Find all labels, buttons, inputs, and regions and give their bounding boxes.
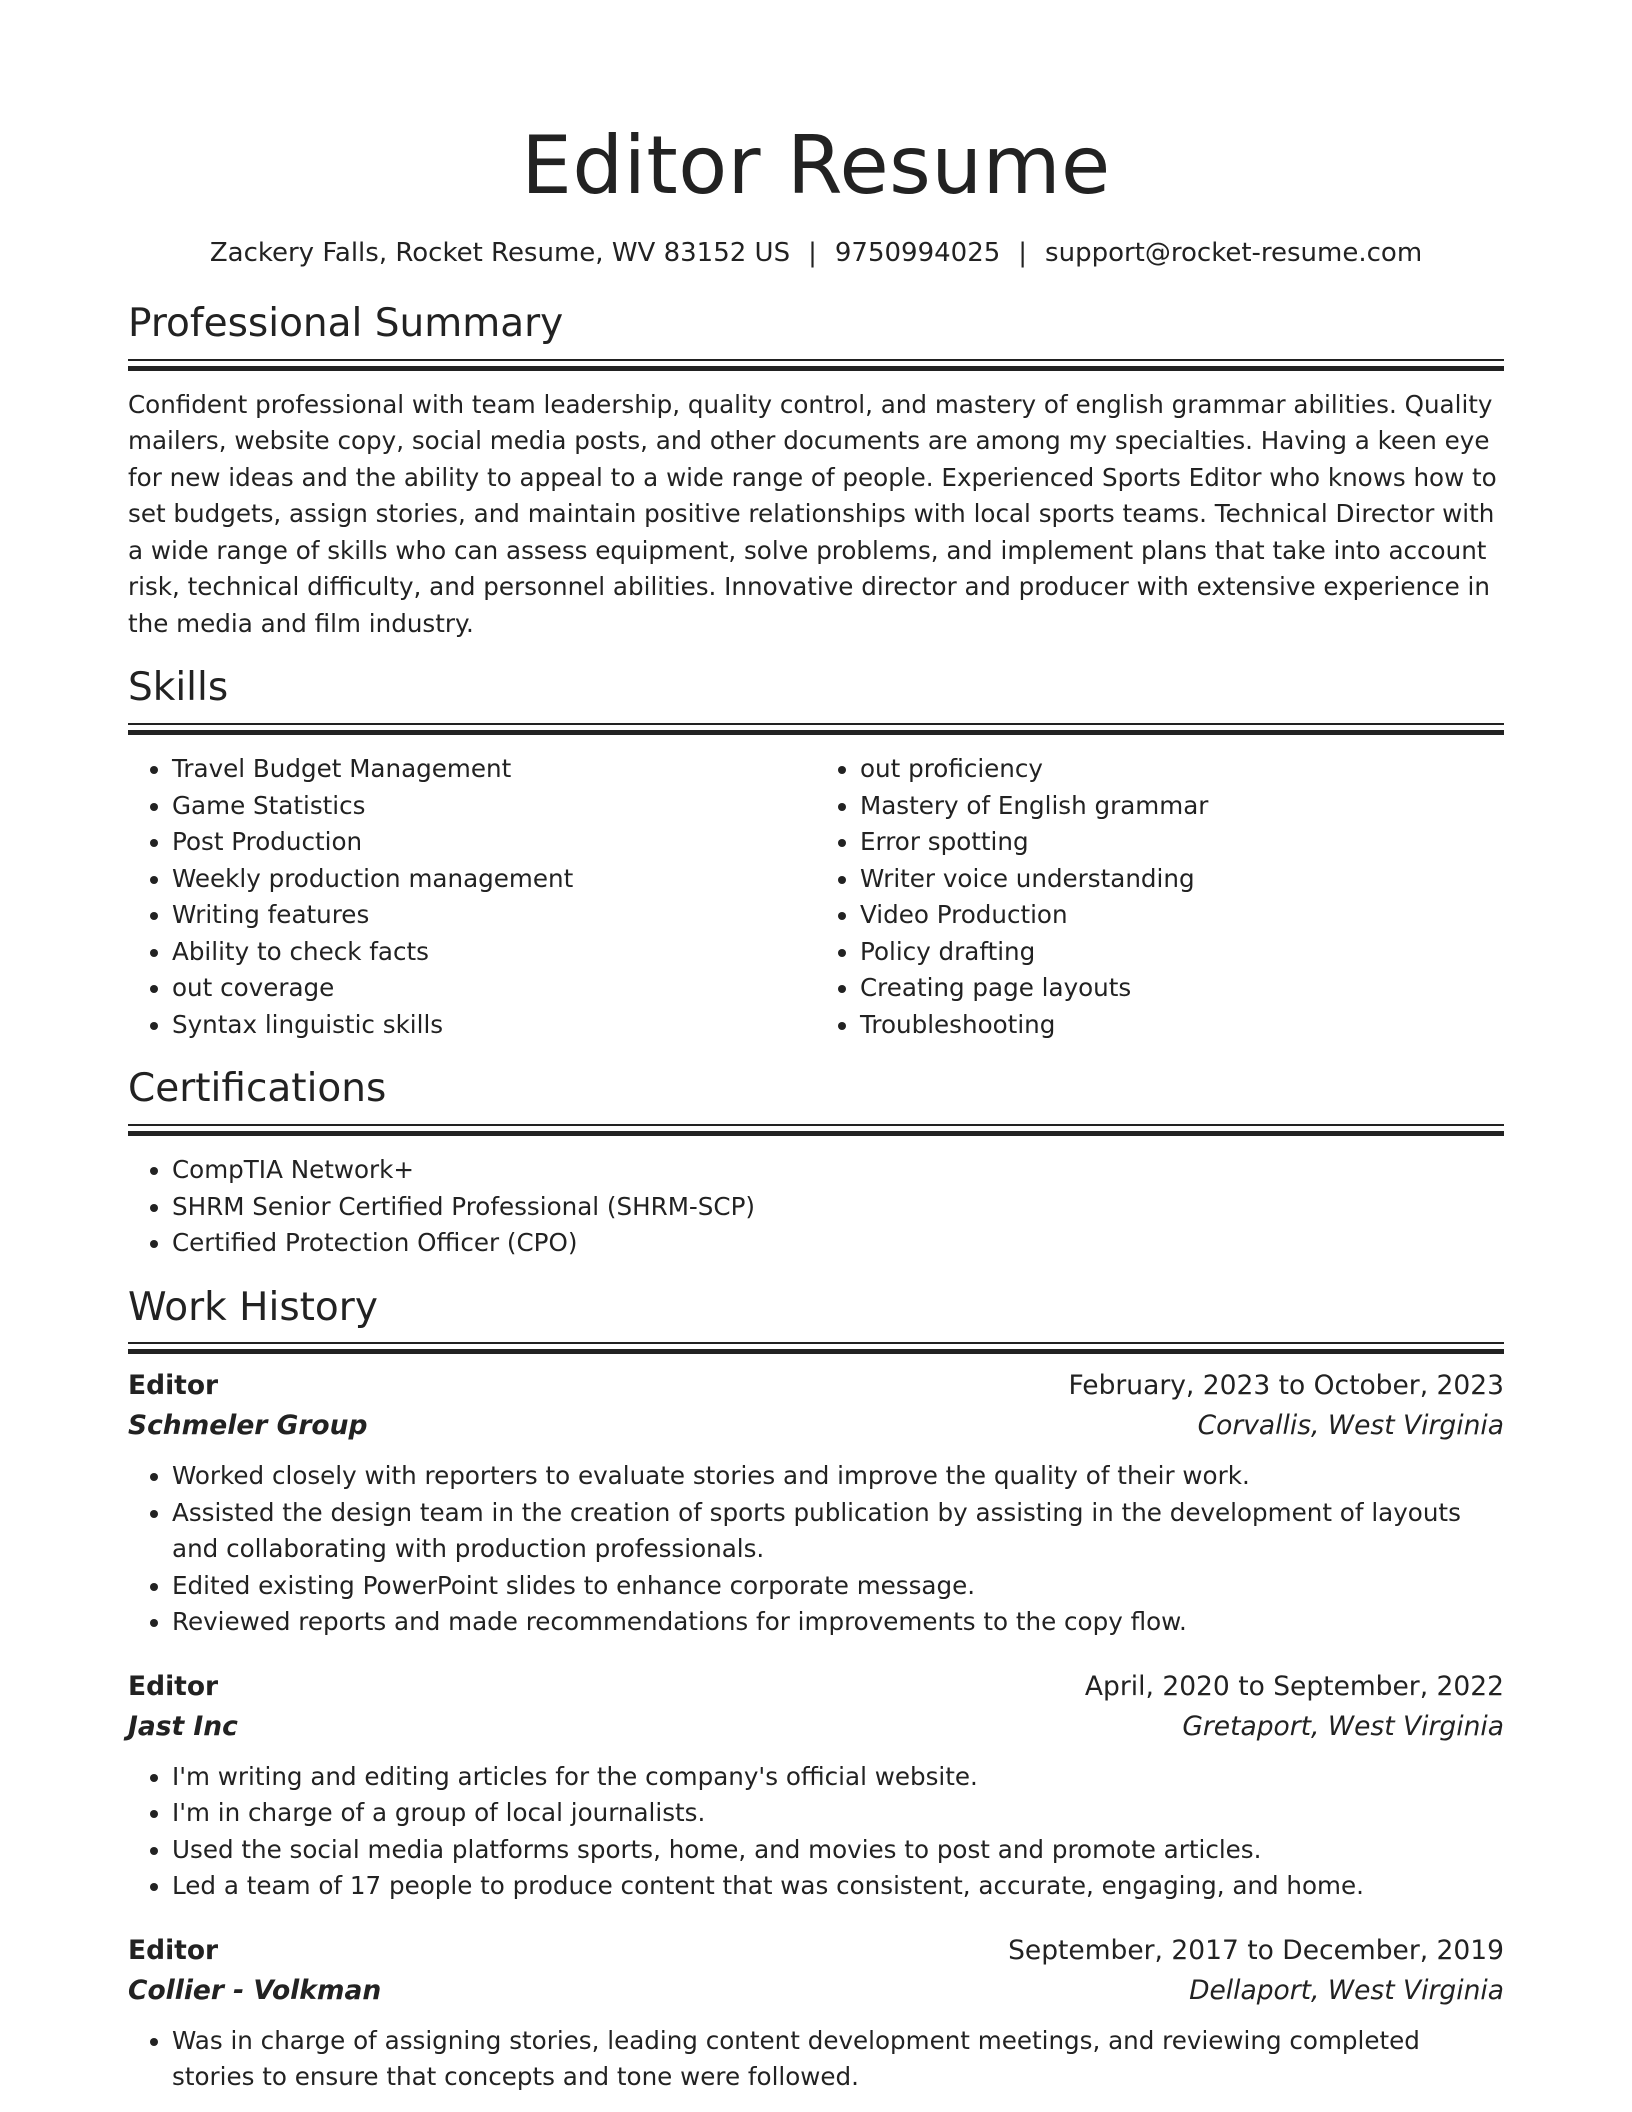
contact-separator: | [808, 238, 817, 268]
skill-item: • Video Production [860, 897, 1504, 934]
job-bullets [128, 2023, 1504, 2096]
certifications-heading: Certifications [128, 1066, 387, 1112]
job-title: Editor [128, 1670, 219, 1702]
skill-item: • Ability to check facts [172, 934, 816, 971]
skill-item: • Troubleshooting [860, 1007, 1504, 1044]
job-entry [128, 1931, 1504, 2096]
job-company-row [128, 1707, 1504, 1747]
skills-list-left [128, 751, 816, 1043]
summary-text: Confident professional with team leadership, quality control, and mastery of english grammar abilities. Quality mailers, website copy, social media posts, and other documents are among my specialties. Having a keen eye for new ideas and the ability to appeal to a wide range of people. Experienced Sports Editor who knows how to set budgets, assign stories, and maintain positive relationships with local sports teams. Technical Director with a wide range of skills who can assess equipment, solve problems, and implement plans that take into account risk, technical difficulty, and personnel abilities. Innovative director and producer with extensive experience in the media and film industry. [128, 389, 1497, 638]
skill-item: • out coverage [172, 970, 816, 1007]
job-location: Dellaport, West Virginia [1189, 1974, 1504, 2006]
job-title: Editor [128, 1370, 219, 1402]
job-title-row [128, 1366, 1504, 1406]
job-company-row [128, 1406, 1504, 1446]
section-divider [128, 723, 1504, 737]
skill-item: • Error spotting [860, 824, 1504, 861]
job-title-row [128, 1931, 1504, 1971]
job-bullet: • Led a team of 17 people to produce content that was consistent, accurate, engaging, and home. [172, 1868, 1504, 1905]
job-bullet: • Worked closely with reporters to evaluate stories and improve the quality of their work. [172, 1458, 1504, 1495]
job-dates: February, 2023 to October, 2023 [1068, 1370, 1504, 1402]
skills-section [128, 666, 1504, 1043]
job-dates: September, 2017 to December, 2019 [1008, 1934, 1504, 1966]
skills-heading: Skills [128, 665, 229, 711]
contact-email: support@rocket-resume.com [1045, 238, 1423, 268]
contact-phone: 9750994025 [834, 238, 1001, 268]
job-title: Editor [128, 1934, 219, 1966]
job-title-row [128, 1667, 1504, 1707]
skill-item: • Travel Budget Management [172, 751, 816, 788]
section-divider [128, 359, 1504, 373]
job-company: Jast Inc [128, 1710, 238, 1742]
certification-item: • SHRM Senior Certified Professional (SHRM-SCP) [172, 1189, 1504, 1226]
summary-heading: Professional Summary [128, 301, 564, 346]
resume-title: Editor Resume [521, 119, 1111, 212]
skill-item: • Weekly production management [172, 861, 816, 898]
contact-line [128, 238, 1504, 268]
job-bullet: • Used the social media platforms sports, home, and movies to post and promote articles. [172, 1832, 1504, 1869]
work-history-section [128, 1286, 1504, 2096]
skill-item: • Policy drafting [860, 934, 1504, 971]
contact-address: Zackery Falls, Rocket Resume, WV 83152 US [209, 238, 791, 268]
job-location: Gretaport, West Virginia [1182, 1710, 1504, 1742]
certification-item: • CompTIA Network+ [172, 1152, 1504, 1189]
job-bullets [128, 1458, 1504, 1641]
job-bullets [128, 1759, 1504, 1905]
skills-list-right [816, 751, 1504, 1043]
job-entry [128, 1667, 1504, 1905]
section-divider [128, 1342, 1504, 1356]
skill-item: • Writing features [172, 897, 816, 934]
work-history-heading: Work History [128, 1284, 378, 1330]
job-bullet: • Reviewed reports and made recommendations for improvements to the copy flow. [172, 1604, 1504, 1641]
job-bullet: • I'm in charge of a group of local journalists. [172, 1795, 1504, 1832]
job-bullet: • Was in charge of assigning stories, leading content development meetings, and reviewing completed stories to ensure that concepts and tone were followed. [172, 2023, 1504, 2096]
job-dates: April, 2020 to September, 2022 [1084, 1670, 1504, 1702]
skill-item: • Mastery of English grammar [860, 788, 1504, 825]
job-entry [128, 1366, 1504, 1641]
skill-item: • Syntax linguistic skills [172, 1007, 816, 1044]
certification-item: • Certified Protection Officer (CPO) [172, 1225, 1504, 1262]
skills-columns [128, 751, 1504, 1043]
certifications-section [128, 1067, 1504, 1261]
skill-item: • Post Production [172, 824, 816, 861]
contact-separator: | [1018, 238, 1028, 268]
skill-item: • out proficiency [860, 751, 1504, 788]
skill-item: • Game Statistics [172, 788, 816, 825]
job-company: Schmeler Group [128, 1410, 368, 1442]
job-company-row [128, 1971, 1504, 2011]
job-location: Corvallis, West Virginia [1197, 1410, 1504, 1442]
section-divider [128, 1124, 1504, 1138]
skill-item: • Creating page layouts [860, 970, 1504, 1007]
job-bullet: • Edited existing PowerPoint slides to enhance corporate message. [172, 1568, 1504, 1605]
job-bullet: • I'm writing and editing articles for the company's official website. [172, 1759, 1504, 1796]
job-bullet: • Assisted the design team in the creation of sports publication by assisting in the development of layouts and collaborating with production professionals. [172, 1495, 1504, 1568]
summary-section [128, 302, 1504, 642]
resume-page [128, 0, 1504, 2096]
job-company: Collier - Volkman [128, 1974, 382, 2006]
skill-item: • Writer voice understanding [860, 861, 1504, 898]
certifications-list [128, 1152, 1504, 1262]
